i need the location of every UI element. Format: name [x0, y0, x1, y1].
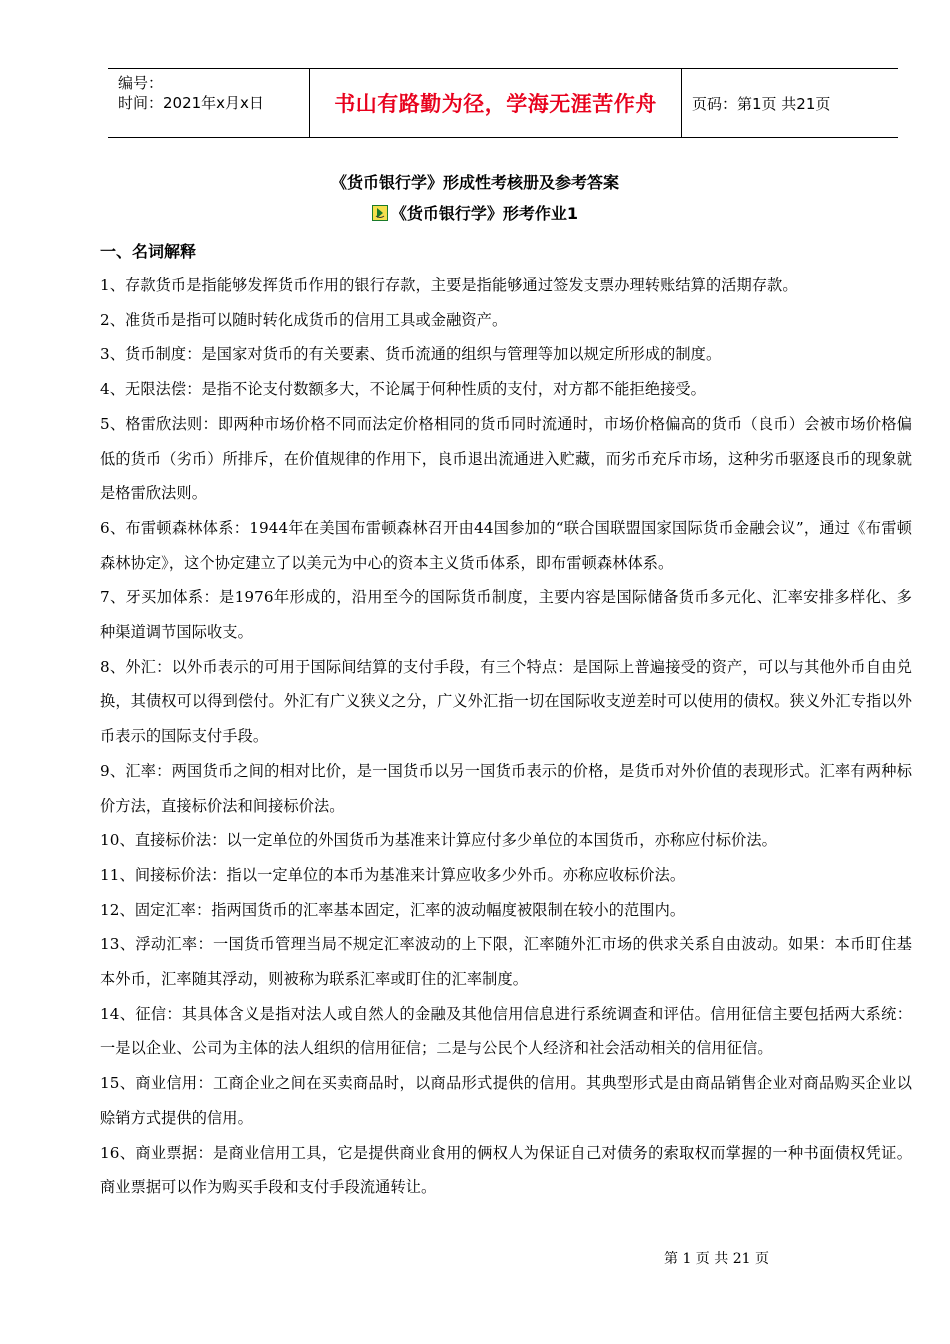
section-heading: 一、名词解释 — [100, 242, 197, 261]
paragraph: 14、征信：其具体含义是指对法人或自然人的金融及其他信用信息进行系统调查和评估。信用征信主要包括两大系统：一是以企业、公司为主体的法人组织的信用征信；二是与公民个人经济和社会活动相关的信用征信。 — [100, 1004, 912, 1058]
header-page-info: 页码：第1页 共21页 — [692, 94, 831, 113]
paragraph: 16、商业票据：是商业信用工具，它是提供商业食用的俩权人为保证自己对债务的索取权而掌握的一种书面债权凭证。商业票据可以作为购买手段和支付手段流通转让。 — [100, 1143, 912, 1197]
paragraph: 2、准货币是指可以随时转化成货币的信用工具或金融资产。 — [100, 310, 508, 329]
date-label: 时间：2021年x月x日 — [118, 94, 264, 112]
paragraph: 12、固定汇率：指两国货币的汇率基本固定，汇率的波动幅度被限制在较小的范围内。 — [100, 900, 686, 919]
document-link-icon — [372, 205, 388, 221]
document-subtitle — [0, 201, 950, 224]
paragraph: 9、汇率：两国货币之间的相对比价，是一国货币以另一国货币表示的价格，是货币对外价值的表现形式。汇率有两种标价方法，直接标价法和间接标价法。 — [100, 761, 912, 815]
paragraph: 13、浮动汇率：一国货币管理当局不规定汇率波动的上下限，汇率随外汇市场的供求关系自由波动。如果：本币盯住基本外币，汇率随其浮动，则被称为联系汇率或盯住的汇率制度。 — [100, 935, 912, 989]
paragraph: 6、布雷顿森林体系：1944年在美国布雷顿森林召开由44国参加的“联合国联盟国家国际货币金融会议”，通过《布雷顿森林协定》，这个协定建立了以美元为中心的资本主义货币体系，即布雷顿森林体系。 — [100, 518, 912, 572]
paragraph: 10、直接标价法：以一定单位的外国货币为基准来计算应付多少单位的本国货币，亦称应付标价法。 — [100, 831, 777, 850]
paragraph: 11、间接标价法：指以一定单位的本币为基准来计算应收多少外币。亦称应收标价法。 — [100, 865, 686, 884]
paragraph: 5、格雷欣法则：即两种市场价格不同而法定价格相同的货币同时流通时，市场价格偏高的货币（良币）会被市场价格偏低的货币（劣币）所排斥，在价值规律的作用下，良币退出流通进入贮藏，而劣币充斥市场，这种劣币驱逐良币的现象就是格雷欣法则。 — [100, 414, 912, 503]
header-motto: 书山有路勤为径，学海无涯苦作舟 — [310, 69, 682, 137]
paragraph: 3、货币制度：是国家对货币的有关要素、货币流通的组织与管理等加以规定所形成的制度。 — [100, 345, 722, 364]
content-body — [100, 268, 912, 1205]
paragraph: 1、存款货币是指能够发挥货币作用的银行存款，主要是指能够通过签发支票办理转账结算的活期存款。 — [100, 276, 798, 294]
document-title: 《货币银行学》形成性考核册及参考答案 — [330, 173, 619, 192]
paragraph: 15、商业信用：工商企业之间在买卖商品时，以商品形式提供的信用。其典型形式是由商品销售企业对商品购买企业以赊销方式提供的信用。 — [100, 1074, 912, 1127]
number-label: 编号： — [118, 74, 164, 92]
paragraph: 4、无限法偿：是指不论支付数额多大，不论属于何种性质的支付，对方都不能拒绝接受。 — [100, 380, 706, 399]
paragraph: 8、外汇：以外币表示的可用于国际间结算的支付手段，有三个特点：是国际上普遍接受的资产，可以与其他外币自由兑换，其债权可以得到偿付。外汇有广义狭义之分，广义外汇指一切在国际收支逆差时可以使用的债权。狭义外汇专指以外币表示的国际支付手段。 — [100, 657, 912, 746]
paragraph: 7、牙买加体系：是1976年形成的，沿用至今的国际货币制度，主要内容是国际储备货币多元化、汇率安排多样化、多种渠道调节国际收支。 — [100, 588, 912, 642]
page-footer: 第 1 页 共 21 页 — [664, 1251, 769, 1267]
page-header — [108, 68, 898, 138]
subtitle-text: 《货币银行学》形考作业1 — [390, 204, 579, 223]
header-meta — [108, 69, 310, 137]
